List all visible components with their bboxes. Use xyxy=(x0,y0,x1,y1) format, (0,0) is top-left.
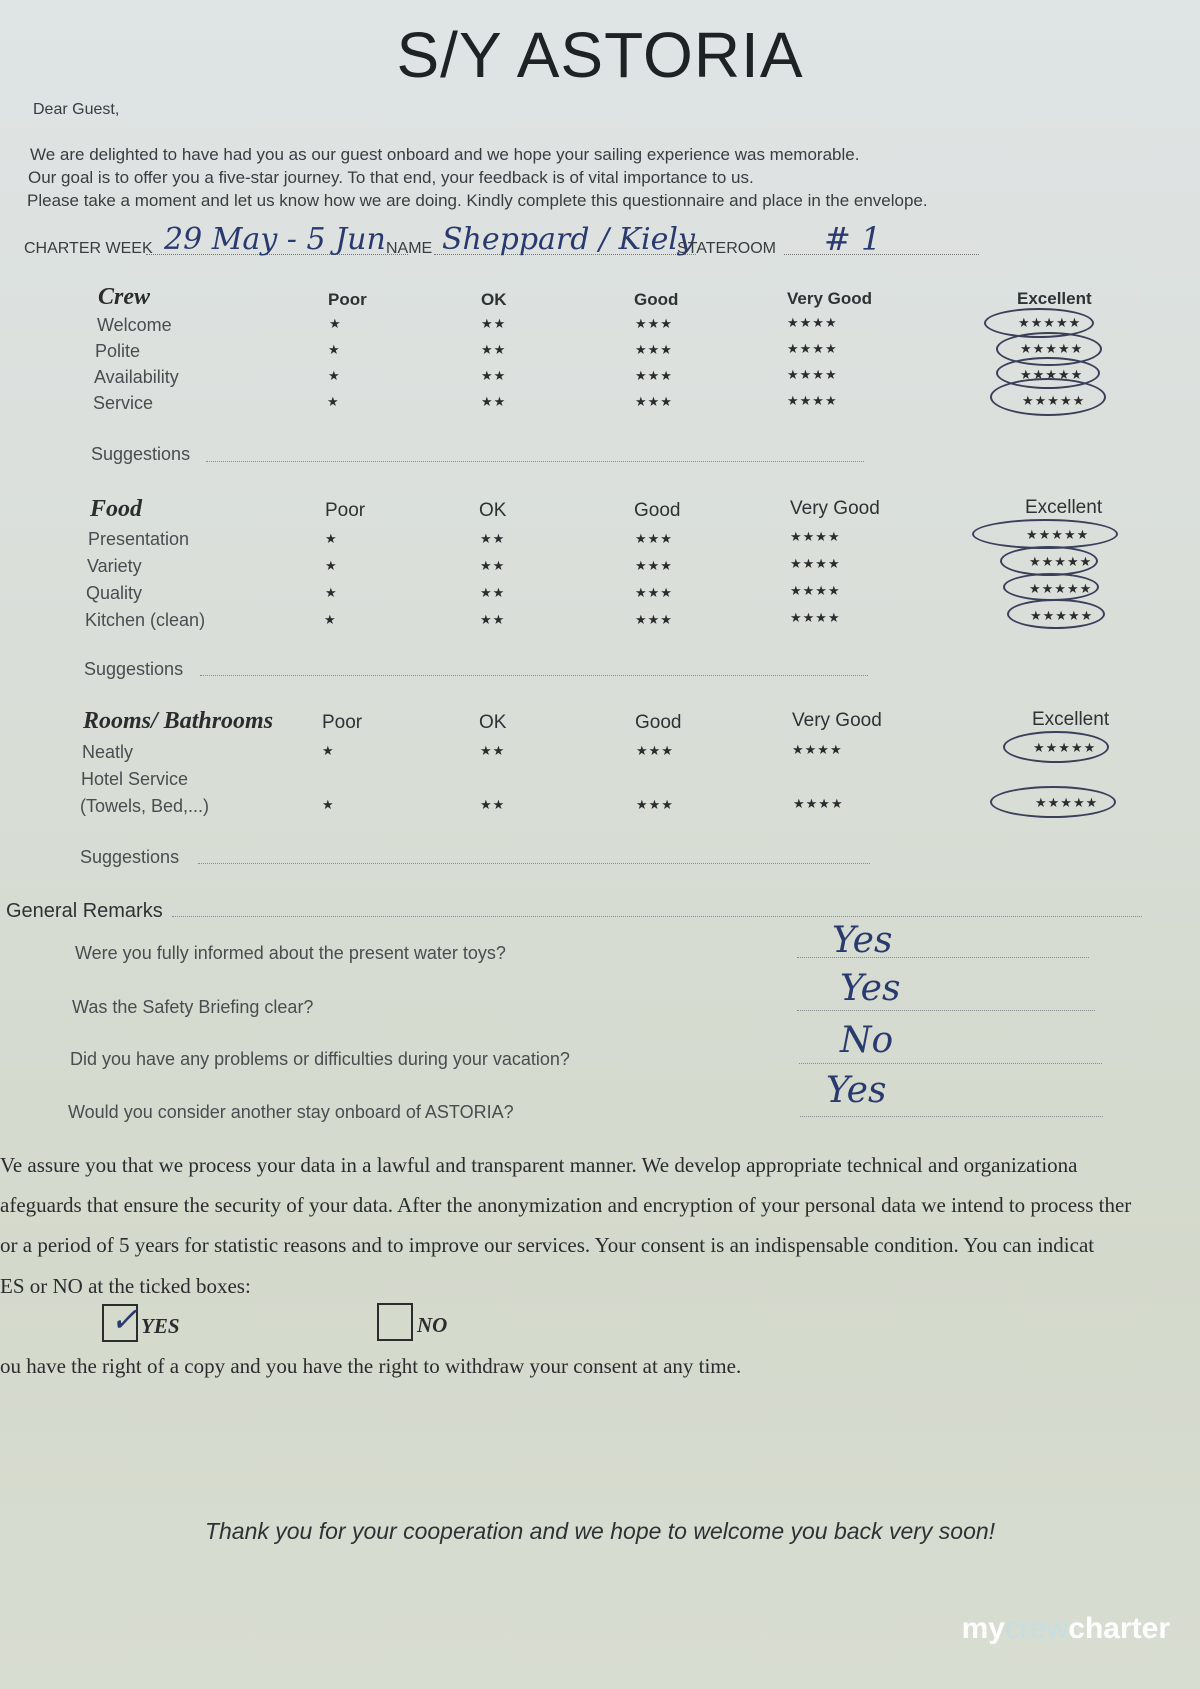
consent-no-label: NO xyxy=(417,1313,448,1337)
question-2: Was the Safety Briefing clear? xyxy=(72,997,314,1017)
star-option-poor[interactable]: ★ xyxy=(328,368,341,383)
star-option-good[interactable]: ★★★ xyxy=(635,368,673,383)
intro-line-3: Please take a moment and let us know how we are doing. Kindly complete this questionnaire and place in the envelope. xyxy=(27,191,928,210)
question-4: Would you consider another stay onboard of ASTORIA? xyxy=(68,1102,514,1122)
suggestions-line[interactable] xyxy=(206,461,864,462)
star-option-very-good[interactable]: ★★★★ xyxy=(790,583,841,598)
rooms-row-label: Hotel Service xyxy=(81,769,189,789)
section-title-food: Food xyxy=(90,496,143,522)
question-3: Did you have any problems or difficulties during your vacation? xyxy=(70,1049,570,1069)
col-ok: OK xyxy=(479,500,507,521)
star-option-poor[interactable]: ★ xyxy=(325,585,338,600)
answer-line xyxy=(800,1116,1103,1117)
stateroom-line xyxy=(784,254,979,255)
rooms-row-label: Neatly xyxy=(82,742,134,762)
selection-circle xyxy=(990,786,1116,818)
col-excellent: Excellent xyxy=(1032,709,1110,730)
star-option-excellent[interactable]: ★★★★★ xyxy=(1026,527,1090,542)
col-ok: OK xyxy=(481,290,507,309)
star-option-good[interactable]: ★★★ xyxy=(635,612,673,627)
food-row-label: Kitchen (clean) xyxy=(85,610,206,630)
star-option-poor[interactable]: ★ xyxy=(328,342,341,357)
selection-circle xyxy=(1000,546,1098,576)
star-option-good[interactable]: ★★★ xyxy=(636,797,674,812)
col-good: Good xyxy=(635,712,682,733)
star-option-very-good[interactable]: ★★★★ xyxy=(793,796,844,811)
crew-row-label: Welcome xyxy=(97,315,172,335)
watermark-logo: mycrewcharter xyxy=(961,1612,1170,1645)
star-option-good[interactable]: ★★★ xyxy=(635,558,673,573)
greeting: Dear Guest, xyxy=(33,101,120,118)
guest-info-row xyxy=(24,220,984,260)
name-label: NAME xyxy=(386,240,433,257)
star-option-ok[interactable]: ★★ xyxy=(480,612,506,627)
food-row-label: Variety xyxy=(87,556,142,576)
star-option-ok[interactable]: ★★ xyxy=(480,531,506,546)
legal-line-3: or a period of 5 years for statistic reasons and to improve our services. Your consent is an indispensable condition. You can indicat xyxy=(0,1233,1095,1257)
star-option-excellent[interactable]: ★★★★★ xyxy=(1033,740,1097,755)
stateroom-label: STATEROOM xyxy=(677,240,776,257)
star-option-excellent[interactable]: ★★★★★ xyxy=(1020,367,1084,382)
star-option-poor[interactable]: ★ xyxy=(325,531,338,546)
col-very-good: Very Good xyxy=(787,289,873,308)
selection-circle xyxy=(990,378,1106,416)
selection-circle xyxy=(1003,731,1109,763)
star-option-ok[interactable]: ★★ xyxy=(481,368,507,383)
col-good: Good xyxy=(634,500,681,521)
star-option-ok[interactable]: ★★ xyxy=(480,558,506,573)
answer-line xyxy=(797,1010,1095,1011)
crew-row-label: Polite xyxy=(95,341,141,361)
suggestions-label: Suggestions xyxy=(80,847,180,867)
consent-no-checkbox[interactable] xyxy=(377,1303,413,1341)
question-1: Were you fully informed about the present water toys? xyxy=(75,943,506,963)
star-option-excellent[interactable]: ★★★★★ xyxy=(1035,795,1099,810)
star-option-very-good[interactable]: ★★★★ xyxy=(787,341,838,356)
col-excellent: Excellent xyxy=(1025,497,1103,518)
star-option-very-good[interactable]: ★★★★ xyxy=(792,742,843,757)
selection-circle xyxy=(1007,599,1105,629)
general-remarks-line[interactable] xyxy=(172,916,1142,917)
selection-circle xyxy=(972,519,1118,549)
section-title-rooms: Rooms/ Bathrooms xyxy=(83,708,274,734)
document-title: S/Y ASTORIA xyxy=(396,19,804,91)
answer-line xyxy=(799,1063,1102,1064)
star-option-good[interactable]: ★★★ xyxy=(635,585,673,600)
star-option-excellent[interactable]: ★★★★★ xyxy=(1022,393,1086,408)
col-ok: OK xyxy=(479,712,507,733)
answer-4[interactable]: Yes xyxy=(826,1070,887,1111)
star-option-good[interactable]: ★★★ xyxy=(636,743,674,758)
suggestions-label: Suggestions xyxy=(91,444,191,464)
name-value[interactable]: Sheppard / Kiely xyxy=(442,222,695,257)
star-option-very-good[interactable]: ★★★★ xyxy=(790,610,841,625)
star-option-good[interactable]: ★★★ xyxy=(635,531,673,546)
rooms-row-label: (Towels, Bed,...) xyxy=(80,796,210,816)
star-option-poor[interactable]: ★ xyxy=(322,797,335,812)
col-excellent: Excellent xyxy=(1017,289,1092,308)
answer-3[interactable]: No xyxy=(840,1020,894,1061)
col-very-good: Very Good xyxy=(790,498,880,519)
rights-statement: ou have the right of a copy and you have the right to withdraw your consent at any time. xyxy=(0,1354,742,1378)
col-poor: Poor xyxy=(325,500,366,521)
star-option-very-good[interactable]: ★★★★ xyxy=(787,367,838,382)
intro-line-2: Our goal is to offer you a five-star journey. To that end, your feedback is of vital importance to us. xyxy=(28,168,754,187)
star-option-ok[interactable]: ★★ xyxy=(481,394,507,409)
star-option-excellent[interactable]: ★★★★★ xyxy=(1020,341,1084,356)
consent-yes-label: YES xyxy=(141,1314,180,1338)
crew-row-label: Availability xyxy=(94,367,179,387)
star-option-ok[interactable]: ★★ xyxy=(480,585,506,600)
star-option-ok[interactable]: ★★ xyxy=(481,342,507,357)
suggestions-line[interactable] xyxy=(198,863,870,864)
star-option-poor[interactable]: ★ xyxy=(329,316,342,331)
star-option-excellent[interactable]: ★★★★★ xyxy=(1029,581,1093,596)
star-option-very-good[interactable]: ★★★★ xyxy=(790,529,841,544)
star-option-ok[interactable]: ★★ xyxy=(480,797,506,812)
legal-line-4: ES or NO at the ticked boxes: xyxy=(0,1274,251,1298)
star-option-very-good[interactable]: ★★★★ xyxy=(787,393,838,408)
section-title-crew: Crew xyxy=(98,284,151,310)
star-option-ok[interactable]: ★★ xyxy=(481,316,507,331)
star-option-excellent[interactable]: ★★★★★ xyxy=(1029,554,1093,569)
star-option-good[interactable]: ★★★ xyxy=(635,394,673,409)
star-option-excellent[interactable]: ★★★★★ xyxy=(1030,608,1094,623)
general-remarks-label: General Remarks xyxy=(6,900,163,922)
col-poor: Poor xyxy=(322,712,363,733)
star-option-ok[interactable]: ★★ xyxy=(480,743,506,758)
col-very-good: Very Good xyxy=(792,710,882,731)
star-option-poor[interactable]: ★ xyxy=(324,612,337,627)
suggestions-label: Suggestions xyxy=(84,659,184,679)
thank-you-note: Thank you for your cooperation and we hope to welcome you back very soon! xyxy=(204,1518,996,1544)
col-poor: Poor xyxy=(328,290,367,309)
answer-2[interactable]: Yes xyxy=(840,968,901,1009)
food-row-label: Presentation xyxy=(88,529,190,549)
legal-line-1: Ve assure you that we process your data in a lawful and transparent manner. We develop appropriate technical and organizationa xyxy=(0,1153,1078,1177)
star-option-poor[interactable]: ★ xyxy=(327,394,340,409)
charter-week-label: CHARTER WEEK xyxy=(24,240,153,257)
selection-circle xyxy=(1003,573,1099,601)
stateroom-value[interactable]: # 1 xyxy=(824,220,882,258)
star-option-poor[interactable]: ★ xyxy=(325,558,338,573)
star-option-very-good[interactable]: ★★★★ xyxy=(787,315,838,330)
suggestions-line[interactable] xyxy=(200,675,868,676)
col-good: Good xyxy=(634,290,679,309)
star-option-very-good[interactable]: ★★★★ xyxy=(790,556,841,571)
legal-line-2: afeguards that ensure the security of your data. After the anonymization and encryption of your personal data we intend to process ther xyxy=(0,1193,1132,1217)
charter-week-value[interactable]: 29 May - 5 Jun xyxy=(164,222,386,257)
check-mark-icon: ✓ xyxy=(110,1300,139,1340)
star-option-excellent[interactable]: ★★★★★ xyxy=(1018,315,1082,330)
star-option-good[interactable]: ★★★ xyxy=(635,316,673,331)
star-option-poor[interactable]: ★ xyxy=(322,743,335,758)
intro-line-1: We are delighted to have had you as our guest onboard and we hope your sailing experience was memorable. xyxy=(30,145,860,164)
consent-yes-checkbox[interactable] xyxy=(102,1300,139,1342)
star-option-good[interactable]: ★★★ xyxy=(635,342,673,357)
crew-row-label: Service xyxy=(93,393,154,413)
food-row-label: Quality xyxy=(86,583,143,603)
answer-1[interactable]: Yes xyxy=(832,920,893,961)
